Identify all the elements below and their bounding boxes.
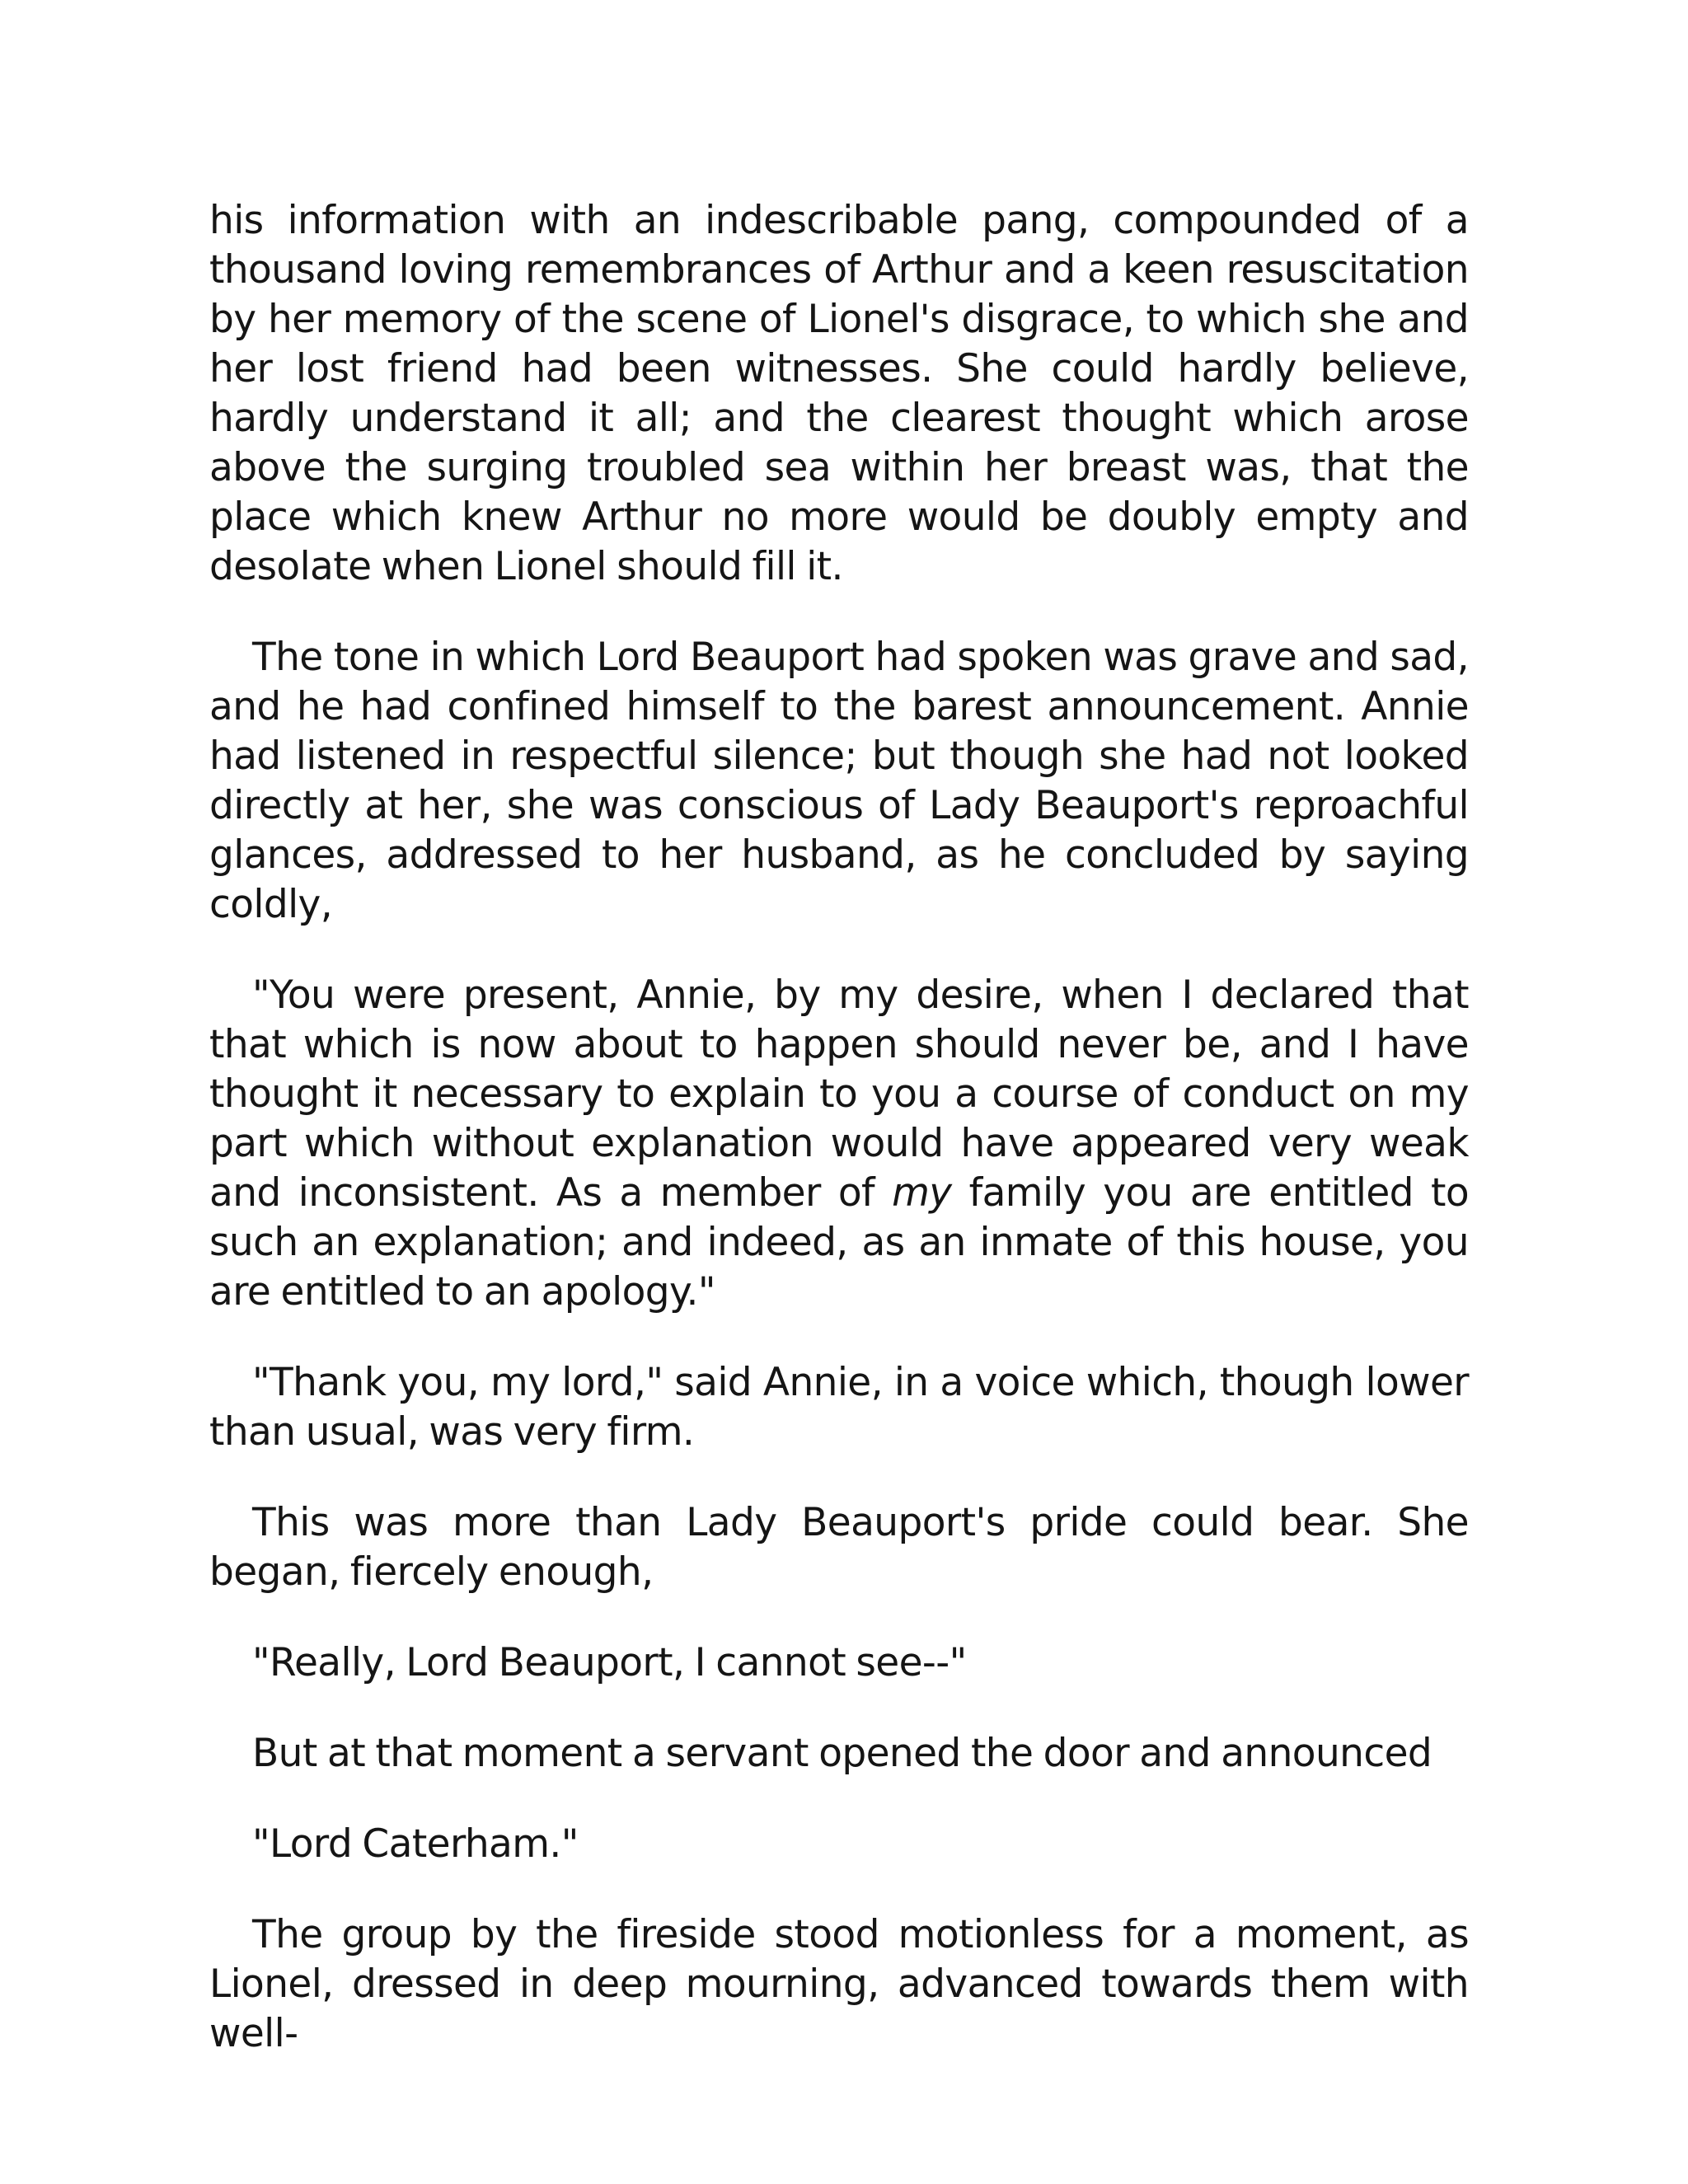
paragraph: "Really, Lord Beauport, I cannot see--"	[252, 1640, 967, 1685]
paragraph: This was more than Lady Beauport's pride could bear. She began, fiercely enough,	[209, 1500, 1469, 1595]
paragraph-text: "You were present, Annie, by my desire, when I declared that that which is now about to happen should never be, and I have thought it necessary to explain to you a course of conduct on my part which without explanation would have appeared very weak and inconsistent. As a member of	[209, 972, 1469, 1216]
paragraph: The group by the fireside stood motionless for a moment, as Lionel, dressed in deep mourning, advanced towards them with well-	[209, 1912, 1469, 2056]
paragraph-text: family you are entitled to such an explanation; and indeed, as an inmate of this house, you are entitled to an apology."	[209, 1170, 1470, 1315]
paragraph	[209, 971, 1469, 1317]
paragraph: But at that moment a servant opened the door and announced	[252, 1731, 1432, 1776]
paragraph: The tone in which Lord Beauport had spoken was grave and sad, and he had confined himself to the barest announcement. Annie had listened in respectful silence; but though she had not looked directly at her, she was conscious of Lady Beauport's reproachful glances, addressed to her husband, as he concluded by saying coldly,	[209, 635, 1469, 927]
page-body	[209, 196, 1469, 2059]
paragraph: his information with an indescribable pang, compounded of a thousand loving remembrances of Arthur and a keen resuscitation by her memory of the scene of Lionel's disgrace, to which she and her lost friend had been witnesses. She could hardly believe, hardly understand it all; and the clearest thought which arose above the surging troubled sea within her breast was, that the place which knew Arthur no more would be doubly empty and desolate when Lionel should fill it.	[209, 198, 1469, 589]
emphasis-text: my	[892, 1170, 952, 1216]
paragraph: "Thank you, my lord," said Annie, in a voice which, though lower than usual, was very firm.	[209, 1360, 1469, 1455]
paragraph: "Lord Caterham."	[252, 1821, 579, 1867]
